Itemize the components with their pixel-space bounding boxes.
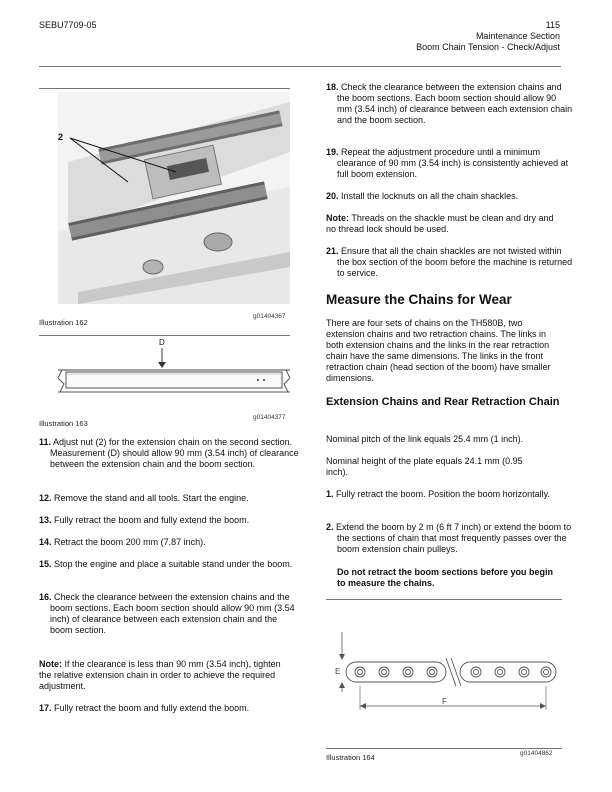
step-19-num: 19.: [326, 147, 339, 157]
page-number: 115: [545, 20, 560, 30]
step-18-text: Check the clearance between the extension chains and the boom sections. Each boom section should allow 90 mm (3.54 inch) of clearance between each extension chain and the boom section.: [337, 82, 573, 125]
step-14-num: 14.: [39, 537, 52, 547]
step-16: [39, 592, 299, 636]
step-11-text: Adjust nut (2) for the extension chain on the second section. Measurement (D) should allow 90 mm (3.54 inch) of clearance between the extension chain and the boom section.: [50, 437, 299, 469]
clearance-diagram: [58, 340, 290, 400]
figure-rule-164-top: [326, 599, 562, 600]
callout-e: E: [335, 667, 341, 676]
callout-d: D: [159, 338, 165, 347]
callout-f: F: [442, 697, 447, 706]
figure-top-rule: [39, 88, 290, 89]
right-note-label: Note:: [326, 213, 349, 223]
height-text: Nominal height of the plate equals 24.1 mm (0.95 inch).: [326, 456, 523, 477]
left-note-label: Note:: [39, 659, 62, 669]
left-note-text: If the clearance is less than 90 mm (3.54 inch), tighten the relative extension chain in order to achieve the required adjustment.: [39, 659, 281, 691]
figure-rule-164-bottom: [326, 748, 562, 749]
chain-measure-svg: [330, 630, 562, 735]
step-21-num: 21.: [326, 246, 339, 256]
figure-rule-163-top: [39, 335, 290, 336]
measure-step-2-text: Extend the boom by 2 m (6 ft 7 inch) or extend the boom to the sections of chain that most frequently passes over the boom extension chain pulleys.: [336, 522, 572, 554]
step-13-text: Fully retract the boom and fully extend the boom.: [54, 515, 250, 525]
step-11: [39, 437, 299, 470]
step-14: [39, 537, 299, 548]
boom-chain-image: [58, 92, 290, 304]
measure-step-1-text: Fully retract the boom. Position the boom horizontally.: [336, 489, 550, 499]
measure-step-2-num: 2.: [326, 522, 334, 532]
step-16-text: Check the clearance between the extension chains and the boom sections. Each boom section should allow 90 mm (3.54 inch) of clearance between each extension chain and the boom section.: [50, 592, 295, 635]
ref-164: g01404862: [520, 750, 553, 757]
step-13-num: 13.: [39, 515, 52, 525]
caption-164: Illustration 164: [326, 753, 375, 762]
section-title: Maintenance Section: [475, 31, 560, 41]
step-11-num: 11.: [39, 437, 52, 447]
step-19-text: Repeat the adjustment procedure until a minimum clearance of 90 mm (3.54 inch) is consistently achieved at full boom extension.: [337, 147, 569, 179]
step-12-text: Remove the stand and all tools. Start the engine.: [54, 493, 249, 503]
step-18: [326, 82, 573, 126]
measure-step-1-num: 1.: [326, 489, 334, 499]
right-note: [326, 213, 562, 235]
boom-chain-photo: [58, 92, 290, 304]
step-12: [39, 493, 299, 504]
step-15-num: 15.: [39, 559, 52, 569]
pitch-text: Nominal pitch of the link equals 25.4 mm (1 inch).: [326, 434, 524, 444]
step-15: [39, 559, 299, 570]
step-20-num: 20.: [326, 191, 339, 201]
step-17-text: Fully retract the boom and fully extend the boom.: [54, 703, 250, 713]
step-19: [326, 147, 573, 180]
right-note-text: Threads on the shackle must be clean and dry and no thread lock should be used.: [326, 213, 554, 234]
caption-163: Illustration 163: [39, 419, 88, 428]
chain-link-diagram: [330, 630, 562, 735]
left-note: [39, 659, 290, 692]
step-17-num: 17.: [39, 703, 52, 713]
measure-heading: Measure the Chains for Wear: [326, 292, 512, 307]
step-14-text: Retract the boom 200 mm (7.87 inch).: [54, 537, 206, 547]
step-15-text: Stop the engine and place a suitable stand under the boom.: [54, 559, 293, 569]
step-16-num: 16.: [39, 592, 52, 602]
step-20: [326, 191, 573, 202]
step-17: [39, 703, 299, 714]
caption-162: Illustration 162: [39, 318, 88, 327]
header-rule: [39, 66, 561, 67]
subsection-title: Boom Chain Tension - Check/Adjust: [416, 42, 560, 52]
warning-text: Do not retract the boom sections before you begin to measure the chains.: [337, 567, 554, 588]
step-13: [39, 515, 299, 526]
callout-2: 2: [58, 132, 64, 142]
step-12-num: 12.: [39, 493, 52, 503]
measure-step-1: [326, 489, 573, 500]
ref-163: g01404377: [253, 414, 286, 421]
step-21: [326, 246, 573, 279]
extension-chains-subheading: Extension Chains and Rear Retraction Chain: [326, 396, 560, 408]
boom-section-diagram: [58, 340, 290, 400]
ref-162: g01404367: [253, 313, 286, 320]
measure-step-2: [326, 522, 573, 555]
step-21-text: Ensure that all the chain shackles are not twisted within the box section of the boom before the machine is returned to service.: [337, 246, 573, 278]
measure-intro: There are four sets of chains on the TH580B, two extension chains and two retraction chains. The links in both extension chains and the links in the rear retraction chain have the same dimensions. The links in the front retraction chain (head section of the boom) have smaller dimensions.: [326, 318, 551, 383]
step-20-text: Install the locknuts on all the chain shackles.: [341, 191, 519, 201]
step-18-num: 18.: [326, 82, 339, 92]
doc-id: SEBU7709-05: [39, 20, 97, 30]
